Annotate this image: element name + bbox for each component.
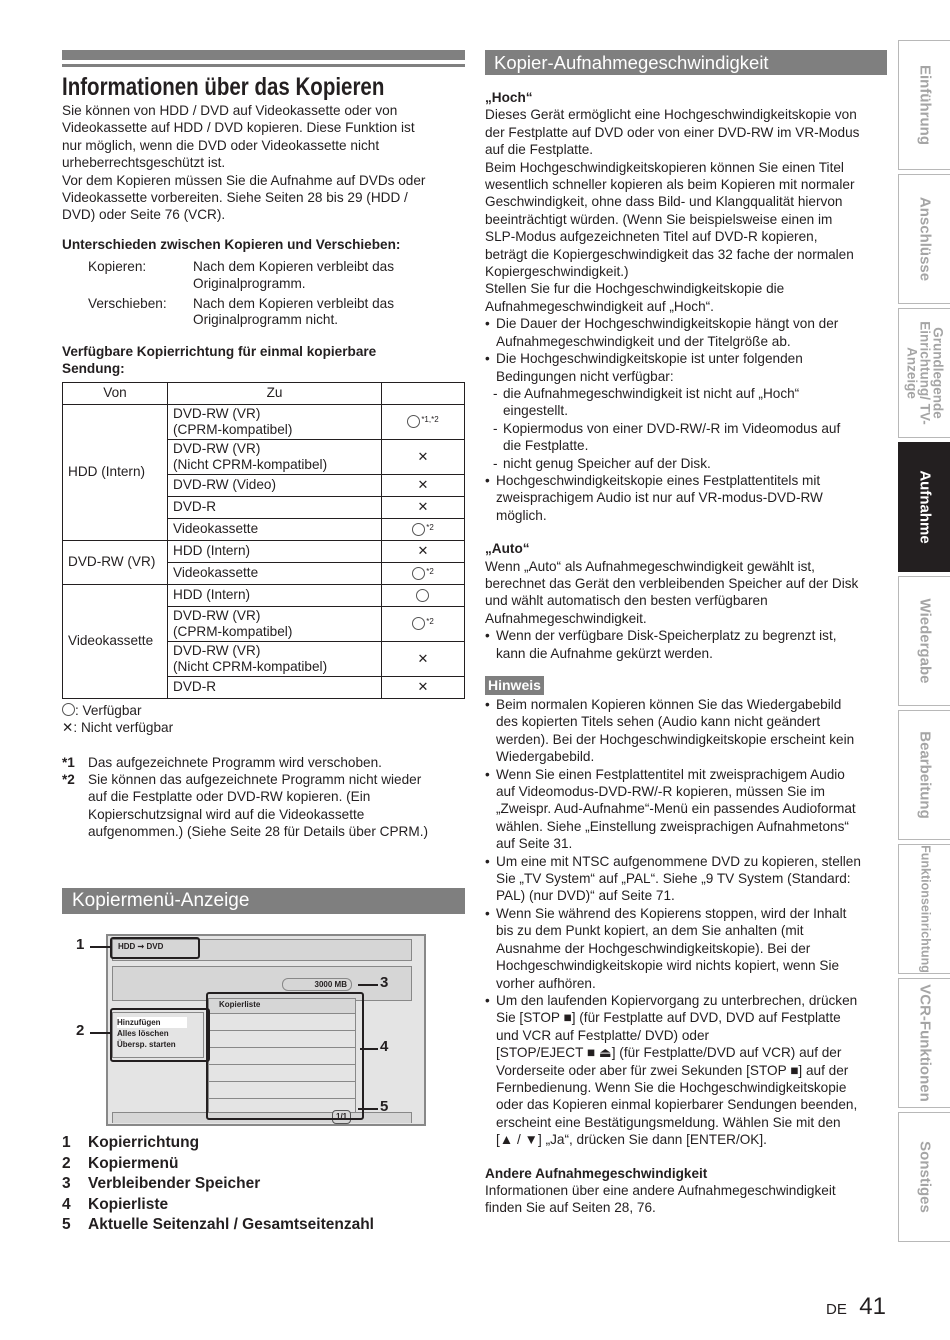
- callout-1-leader: [90, 946, 110, 948]
- tab-label: Bearbeitung: [916, 731, 934, 819]
- footnote-line: Das aufgezeichnete Programm wird verschoben.: [88, 754, 382, 770]
- hinweis-item: [485, 992, 887, 1149]
- to-line: DVD-RW (VR): [173, 607, 261, 623]
- hoch-bullet-line: möglich.: [496, 507, 547, 523]
- auto-bullet-item: [485, 627, 887, 662]
- to-cell: [168, 439, 382, 474]
- hoch-line: Beim Hochgeschwindigkeitskopieren können Sie einen Titel: [485, 159, 844, 175]
- tab-wiedergabe[interactable]: [898, 576, 950, 706]
- cross-icon: ✕: [417, 448, 429, 464]
- to-line: (Nicht CPRM-kompatibel): [173, 456, 328, 472]
- hoch-condition-line: Kopiermodus von einer DVD-RW/-R im Videomodus auf: [503, 420, 841, 436]
- circle-icon: [416, 589, 429, 602]
- to-cell: [168, 641, 382, 676]
- tab-label: Sonstiges: [916, 1141, 934, 1213]
- legend-not-available: [62, 719, 465, 736]
- hinweis-item-line: auf Seite 31.: [496, 836, 573, 852]
- hoch-line: Stellen Sie fur die Hochgeschwindigkeitskopie die: [485, 281, 785, 297]
- intro-line: Sie können von HDD / DVD auf Videokassette oder von: [62, 103, 398, 118]
- hinweis-item-line: Sie „TV System“ auf „PAL“. Siehe „9 TV System (Standard:: [496, 871, 851, 887]
- hoch-bullet: [485, 472, 887, 524]
- hoch-bullets: [485, 315, 887, 385]
- table-heading-line: Verfügbare Kopierrichtung für einmal kopierbare: [62, 343, 377, 359]
- to-line: DVD-RW (VR): [173, 405, 261, 421]
- to-cell: [168, 474, 382, 496]
- tab-bearbeitung[interactable]: [898, 710, 950, 840]
- hinweis-item-line: Wenn Sie während des Kopierens stoppen, wird der Inhalt: [496, 905, 847, 921]
- hoch-line: wesentlich schneller kopieren als beim Kopieren mit normaler: [485, 177, 855, 193]
- space-indicator: [282, 978, 352, 991]
- hinweis-item-line: Wiedergabebild.: [496, 749, 595, 765]
- footnotes: [62, 754, 465, 841]
- hinweis-item-line: Um den laufenden Kopiervorgang zu unterbrechen, drücken: [496, 992, 858, 1008]
- hoch-line: Geschwindigkeit, ohne dass Bild- und Klangqualität hiervon: [485, 194, 843, 210]
- legend-item: [62, 1154, 374, 1175]
- hoch-bullet-line: Die Hochgeschwindigkeitskopie ist unter folgenden: [496, 351, 803, 367]
- footnote-mark: *1: [62, 754, 75, 770]
- diff-definition-line: Originalprogramm nicht.: [193, 312, 339, 328]
- auto-heading: „Auto“: [485, 541, 530, 557]
- legend-available: [62, 702, 465, 719]
- hoch-bullet-line: Aufnahmegeschwindigkeit und der Titelgröße ab.: [496, 333, 791, 349]
- to-cell: [168, 518, 382, 540]
- hoch-line: beeinträchtigt würden. (Wenn Sie beispielsweise einen im: [485, 211, 833, 227]
- hoch-bullet-line: Die Dauer der Hochgeschwindigkeitskopie hängt von der: [496, 316, 839, 332]
- callout-frame-4: [206, 992, 364, 1120]
- availability-cell: [382, 496, 465, 518]
- hinweis-item-line: Vorderseite oder aber für zwei Sekunden [STOP ■] auf der: [496, 1062, 849, 1078]
- col-to-header: Zu: [168, 382, 382, 404]
- to-line: Videokassette: [173, 565, 259, 581]
- legend-number: 5: [62, 1216, 71, 1233]
- copy-menu-item: Hinzufügen: [117, 1017, 187, 1028]
- hinweis-item-line: [STOP/EJECT ■ ⏏] (für Festplatte/DVD auf VCR) auf der: [496, 1045, 842, 1061]
- availability-cell: [382, 562, 465, 584]
- availability-cell: [382, 404, 465, 439]
- diff-definition-line: Nach dem Kopieren verbleibt das: [193, 259, 394, 275]
- diff-definition: [193, 296, 465, 329]
- hinweis-item: [485, 696, 887, 766]
- cross-icon: ✕: [417, 543, 429, 559]
- hoch-condition-line: nicht genug Speicher auf der Disk.: [503, 455, 711, 471]
- footnote-ref: *2: [426, 566, 434, 576]
- to-line: DVD-RW (Video): [173, 477, 276, 493]
- tab-label: Aufnahme: [916, 470, 934, 544]
- availability-cell: [382, 584, 465, 606]
- legend-number: 4: [62, 1195, 71, 1213]
- callout-frame-1: [110, 937, 200, 959]
- footnote-line: Sie können das aufgezeichnete Programm nicht wieder: [88, 771, 422, 787]
- footnote-line: auf die Festplatte oder DVD-RW kopieren. (Ein: [88, 789, 371, 805]
- hinweis-item-line: wählen. Siehe „Einstellung zweisprachigen Aufnahmetons“: [496, 818, 849, 834]
- callout-2: 2: [76, 1022, 85, 1039]
- intro-line: Vor dem Kopieren müssen Sie die Aufnahme auf DVDs oder: [62, 172, 426, 188]
- callout-4: 4: [380, 1038, 389, 1055]
- table-row: [63, 584, 465, 606]
- legend-label: Verbleibender Speicher: [88, 1175, 261, 1192]
- speed-section-title: Kopier-Aufnahmegeschwindigkeit: [485, 50, 887, 75]
- hoch-heading: „Hoch“: [485, 90, 533, 105]
- circle-icon: [412, 617, 425, 630]
- intro-paragraph: [62, 102, 465, 224]
- diff-definition: [193, 259, 465, 292]
- circle-icon: [407, 415, 420, 428]
- hoch-line: der Festplatte auf DVD oder von einer DVD-RW im VR-Modus: [485, 124, 860, 140]
- tab-grundlegende[interactable]: [898, 308, 950, 438]
- to-line: DVD-RW (VR): [173, 440, 261, 456]
- hinweis-item-line: Hochgeschwindigkeitskopie wird nichts kopiert, wenn Sie: [496, 958, 840, 974]
- hoch-condition-line: die Aufnahmegeschwindigkeit ist nicht auf „Hoch“: [503, 385, 800, 401]
- legend-item: [62, 1174, 374, 1195]
- right-column: [485, 50, 887, 1217]
- tab-label: VCR-Funktionen: [916, 984, 934, 1102]
- page-number: 41: [859, 1293, 886, 1320]
- to-cell: [168, 404, 382, 439]
- hinweis-item-line: oder das Kopieren einmal kopierbarer Sendungen beenden,: [496, 1097, 858, 1113]
- legend-label: Kopiermenü: [88, 1154, 179, 1172]
- tab-label: Einführung: [916, 65, 934, 145]
- andere-line: finden Sie auf Seiten 28, 76.: [485, 1200, 656, 1216]
- hinweis-item-line: werden). Bei der Hochgeschwindigkeitskopie erscheint kein: [496, 731, 855, 747]
- availability-cell: [382, 474, 465, 496]
- hinweis-item-line: Fernbedienung. Wenn Sie die Hochgeschwindigkeitskopie: [496, 1079, 847, 1095]
- hoch-bullet-line: Bedingungen nicht verfügbar:: [496, 368, 674, 384]
- hinweis-item-line: und VCR auf Festplatte/ DVD) oder: [496, 1027, 710, 1043]
- to-line: DVD-RW (VR): [173, 642, 261, 658]
- cross-icon: ✕: [417, 499, 429, 515]
- top-rule: [62, 50, 465, 60]
- tab-label: Funktionseinrichtung: [918, 845, 933, 973]
- auto-bullet: [485, 627, 887, 662]
- footnote-mark: *2: [62, 771, 75, 787]
- footnote-ref: *1,*2: [421, 415, 439, 425]
- cross-icon: ✕: [417, 679, 429, 695]
- diff-heading: Unterschieden zwischen Kopieren und Verschieben:: [62, 236, 401, 252]
- tab-label: Grundlegende Einrichtung/ TV-Anzeige: [904, 321, 946, 425]
- hinweis-item-line: des kopierten Titels sehen (Audio kann nicht geändert: [496, 714, 821, 730]
- page-indicator: 1/1: [332, 1110, 351, 1124]
- hoch-condition-line: die Festplatte.: [503, 438, 589, 454]
- tab-sonstiges[interactable]: [898, 1112, 950, 1242]
- hinweis-item-line: Sie [STOP ■] (für Festplatte auf DVD, DVD auf Festplatte: [496, 1010, 841, 1026]
- hinweis-label: Hinweis: [485, 676, 544, 695]
- to-cell: [168, 540, 382, 562]
- callout-5-leader: [358, 1108, 378, 1110]
- hinweis-heading: [485, 676, 887, 695]
- circle-icon: [62, 703, 75, 716]
- auto-bullet-line: kann die Aufnahme gekürzt werden.: [496, 645, 713, 661]
- col-from-header: Von: [63, 382, 168, 404]
- diff-term: Kopieren:: [88, 259, 147, 275]
- copy-menu-item: Alles löschen: [117, 1029, 169, 1038]
- hinweis-item-line: bis zu dem Punkt kopiert, an dem Sie anhalten (mit: [496, 923, 804, 939]
- footnote: [62, 754, 465, 771]
- legend-label: Kopierliste: [88, 1195, 169, 1213]
- hinweis-item-line: Wenn Sie einen Festplattentitel mit zweisprachigem Audio: [496, 766, 845, 782]
- menu-section-title: Kopiermenü-Anzeige: [62, 888, 465, 914]
- hinweis-item-line: auf Videomodus-DVD-RW/-R kopieren, müssen Sie im: [496, 784, 825, 800]
- footnote-text: [88, 754, 465, 771]
- to-cell: [168, 584, 382, 606]
- auto-line: und wählt automatisch den besten verfügbaren: [485, 593, 768, 609]
- callout-4-leader: [360, 1048, 378, 1050]
- hoch-bullet: [485, 315, 887, 350]
- hinweis-item-line: PAL) (nur DVD)“ auf Seite 71.: [496, 888, 675, 904]
- to-line: (CPRM-kompatibel): [173, 421, 293, 437]
- tab-anschlüsse[interactable]: [898, 174, 950, 304]
- legend-available-text: : Verfügbar: [75, 702, 142, 718]
- to-line: Videokassette: [173, 521, 259, 537]
- space-value: 3000 MB: [314, 980, 347, 989]
- tab-label: Anschlüsse: [916, 196, 934, 282]
- tab-einführung[interactable]: [898, 40, 950, 170]
- footnote-text: [88, 771, 465, 841]
- footnote-line: Kopierschutzsignal wird auf die Videokassette: [88, 806, 365, 822]
- circle-icon: [412, 523, 425, 536]
- hoch-bullet-line: Hochgeschwindigkeitskopie eines Festplattentitels mit: [496, 472, 821, 488]
- legend-number: 2: [62, 1154, 71, 1172]
- table-legend: [62, 702, 465, 737]
- callout-3: 3: [380, 974, 389, 991]
- hoch-line: Dieses Gerät ermöglicht eine Hochgeschwindigkeitskopie von: [485, 107, 857, 123]
- to-line: DVD-R: [173, 499, 217, 515]
- to-cell: [168, 676, 382, 698]
- hinweis-item-line: Um eine mit NTSC aufgenommene DVD zu kopieren, stellen: [496, 853, 861, 869]
- from-cell: DVD-RW (VR): [63, 540, 168, 584]
- top-rule-thin: [62, 64, 465, 67]
- legend-number: 1: [62, 1134, 71, 1151]
- andere-line: Informationen über eine andere Aufnahmegeschwindigkeit: [485, 1182, 836, 1198]
- footnote: [62, 771, 465, 841]
- diagram-legend: [62, 1133, 374, 1236]
- to-line: (CPRM-kompatibel): [173, 623, 293, 639]
- diff-term: Verschieben:: [88, 296, 167, 312]
- legend-item: [62, 1195, 374, 1216]
- legend-not-text: : Nicht verfügbar: [73, 720, 174, 736]
- hinweis-item-line: vorher aufhören.: [496, 975, 596, 991]
- hoch-condition-line: eingestellt.: [503, 403, 568, 419]
- hinweis-item-line: Ausnahme der Hochgeschwindigkeitskopie). Bei der: [496, 940, 811, 956]
- footnote-ref: *2: [426, 617, 434, 627]
- hinweis-item: [485, 853, 887, 905]
- hoch-bullet-line: zweisprachigem Audio ist nur auf VR-modus-DVD-RW: [496, 490, 823, 506]
- left-column: [62, 50, 465, 911]
- tab-vcr-funktionen[interactable]: [898, 978, 950, 1108]
- diff-list: [88, 259, 465, 329]
- auto-line: Aufnahmegeschwindigkeit.: [485, 610, 647, 626]
- to-cell: [168, 606, 382, 641]
- hoch-condition: [493, 385, 887, 420]
- intro-line: urheberrechtsgeschützt ist.: [62, 155, 226, 171]
- availability-cell: [382, 439, 465, 474]
- to-line: HDD (Intern): [173, 587, 251, 603]
- hoch-condition: [493, 420, 887, 455]
- footer-language: DE: [826, 1301, 847, 1318]
- table-row: [63, 540, 465, 562]
- auto-line: berechnet das Gerät den verbleibenden Speicher auf der Disk: [485, 575, 859, 591]
- auto-line: Wenn „Auto“ als Aufnahmegeschwindigkeit gewählt ist,: [485, 558, 815, 574]
- hoch-line: SLP-Modus aufgezeichneten Titel auf DVD-R kopieren,: [485, 229, 818, 245]
- hoch-line: Aufnahmegeschwindigkeit auf „Hoch“.: [485, 298, 714, 314]
- availability-cell: [382, 518, 465, 540]
- hoch-line: Kopiergeschwindigkeit.): [485, 264, 629, 280]
- hoch-bullet: [485, 350, 887, 385]
- circle-icon: [412, 567, 425, 580]
- table-heading: [62, 343, 465, 378]
- copy-list-title: Kopierliste: [209, 999, 355, 1014]
- intro-line: nur möglich, wenn die DVD oder Videokassette nicht: [62, 137, 380, 153]
- availability-cell: [382, 606, 465, 641]
- to-line: DVD-R: [173, 679, 217, 695]
- to-line: HDD (Intern): [173, 543, 251, 559]
- footnote-line: aufgenommen.) (Siehe Seite 28 für Details über CPRM.): [88, 824, 428, 840]
- to-line: (Nicht CPRM-kompatibel): [173, 658, 328, 674]
- diff-definition-line: Nach dem Kopieren verbleibt das: [193, 296, 394, 312]
- callout-2-leader: [90, 1032, 110, 1034]
- from-cell: Videokassette: [63, 584, 168, 698]
- page-title: Informationen über das Kopieren: [62, 73, 385, 101]
- hoch-bullet-last: [485, 472, 887, 524]
- hinweis-item: [485, 905, 887, 992]
- legend-item: [62, 1215, 374, 1236]
- callout-5: 5: [380, 1098, 389, 1115]
- cross-icon: ✕: [417, 477, 429, 493]
- tab-funktionseinrichtung[interactable]: [898, 844, 950, 974]
- footnote-ref: *2: [426, 522, 434, 532]
- hinweis-item-line: erscheint eine Bestätigungsmeldung. Wählen Sie mit den: [496, 1114, 841, 1130]
- hinweis-bullets: [485, 696, 887, 1149]
- intro-line: Videokassette auf HDD / DVD kopieren. Diese Funktion ist: [62, 120, 415, 136]
- intro-line: Videokassette vorbereiten. Siehe Seiten 28 bis 29 (HDD /: [62, 190, 408, 206]
- page-footer: [826, 1293, 886, 1321]
- hoch-line: beträgt die Kopiergeschwindigkeit das 32 fache der normalen: [485, 246, 854, 262]
- availability-cell: [382, 676, 465, 698]
- auto-paragraph: [485, 558, 887, 628]
- availability-cell: [382, 641, 465, 676]
- hoch-line: auf die Festplatte.: [485, 142, 594, 158]
- andere-paragraph: [485, 1182, 887, 1217]
- callout-3-leader: [358, 984, 378, 986]
- callout-frame-2: [110, 1008, 210, 1062]
- hinweis-item: [485, 766, 887, 853]
- legend-label: Kopierrichtung: [88, 1134, 200, 1151]
- intro-line: DVD) oder Seite 76 (VCR).: [62, 207, 226, 223]
- direction-label: HDD ➞ DVD: [118, 942, 164, 951]
- legend-label: Aktuelle Seitenzahl / Gesamtseitenzahl: [88, 1216, 374, 1233]
- hoch-condition: [493, 455, 887, 472]
- from-cell: HDD (Intern): [63, 404, 168, 540]
- hinweis-item-line: „Zweispr. Aud-Aufnahme“-Menü ein passendes Audioformat: [496, 801, 856, 817]
- callout-1: 1: [76, 936, 85, 953]
- table-heading-line: Sendung:: [62, 361, 125, 377]
- tab-aufnahme[interactable]: [898, 442, 950, 572]
- copy-menu-item: Übersp. starten: [117, 1040, 176, 1049]
- cross-icon: ✕: [62, 720, 74, 736]
- hoch-paragraph: [485, 106, 887, 315]
- hinweis-item-line: [▲ / ▼] „Ja“, drücken Sie dann [ENTER/OK].: [496, 1132, 767, 1148]
- auto-bullet-line: Wenn der verfügbare Disk-Speicherplatz zu begrenzt ist,: [496, 628, 837, 644]
- copy-menu-screen-diagram: [62, 928, 402, 1126]
- to-cell: [168, 496, 382, 518]
- col-mark-header: [382, 382, 465, 404]
- availability-cell: [382, 540, 465, 562]
- tab-label: Wiedergabe: [916, 598, 934, 684]
- to-cell: [168, 562, 382, 584]
- hoch-conditions: [485, 385, 887, 472]
- diff-definition-line: Originalprogramm.: [193, 275, 306, 291]
- copy-direction-table: [62, 382, 465, 699]
- andere-heading: Andere Aufnahmegeschwindigkeit: [485, 1165, 708, 1181]
- table-row: [63, 404, 465, 439]
- cross-icon: ✕: [417, 650, 429, 666]
- legend-number: 3: [62, 1175, 71, 1192]
- legend-item: [62, 1133, 374, 1154]
- hinweis-item-line: Beim normalen Kopieren können Sie das Wiedergabebild: [496, 697, 842, 712]
